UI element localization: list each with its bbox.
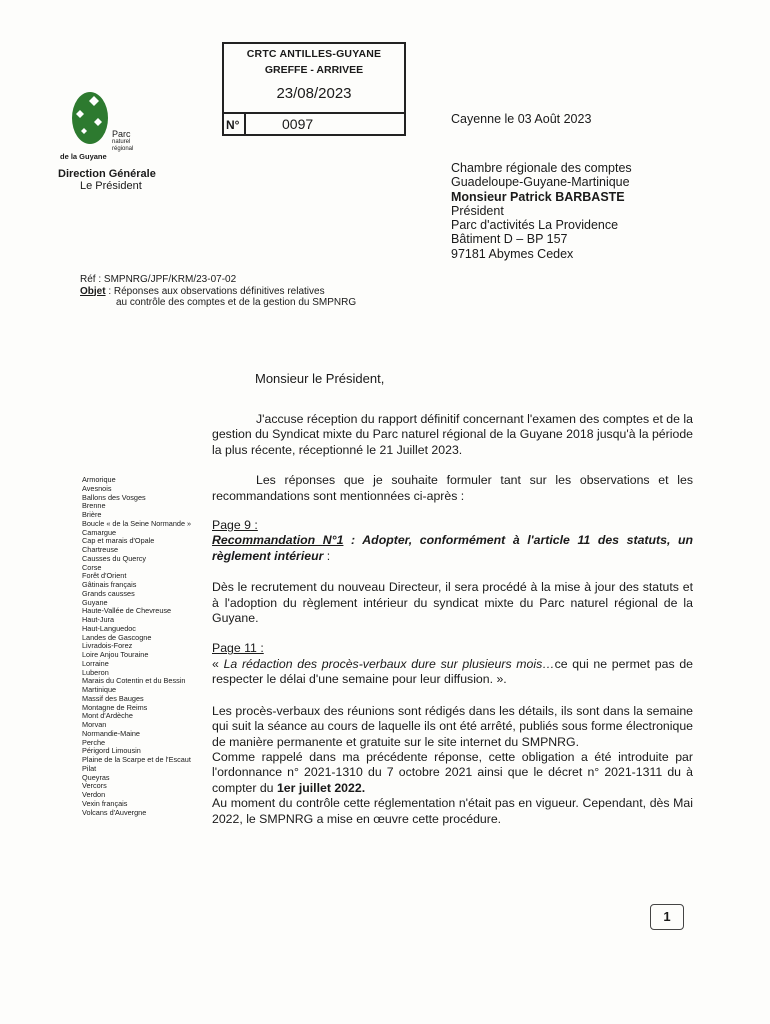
- object-line-1: Objet : Réponses aux observations définitives relatives: [80, 285, 325, 297]
- recommendation: Recommandation N°1 : Adopter, conformément à l'article 11 des statuts, un règlement intérieur :: [212, 533, 694, 563]
- parc-item: Verdon: [82, 790, 106, 799]
- parc-item: Périgord Limousin: [82, 746, 141, 756]
- parc-item: Camargue: [82, 527, 117, 537]
- parcs-list: [82, 476, 191, 817]
- parc-item: Corse: [82, 562, 102, 572]
- salutation: Monsieur le Président,: [255, 371, 385, 386]
- logo-de-la-guyane: de la Guyane: [60, 152, 107, 161]
- parc-item: Pilat: [82, 763, 97, 773]
- stamp-date: 23/08/2023: [276, 85, 352, 102]
- parc-item: Cap et marais d'Opale: [82, 536, 155, 546]
- reference-block: [80, 274, 356, 309]
- parc-item: Vexin français: [82, 798, 128, 808]
- parc-item: Haut-Languedoc: [82, 623, 136, 633]
- stamp-number: 0097: [282, 116, 314, 132]
- parc-item: Luberon: [82, 667, 109, 677]
- parc-item: Perche: [82, 737, 106, 747]
- logo-parc: Parc: [112, 129, 131, 139]
- sender-title: Le Président: [80, 180, 142, 192]
- sender-direction: Direction Générale: [58, 168, 156, 180]
- paragraph-5: Comme rappelé dans ma précédente réponse, cette obligation a été introduite par l'ordonnance n° 2021-1310 du 7 octobre 2021 ainsi que le décret n° 2021-1311 du à compter du 1er juillet 2022.: [212, 749, 693, 795]
- parc-item: Lorraine: [82, 658, 109, 668]
- parc-item: Marais du Cotentin et du Bessin: [82, 676, 186, 686]
- paragraph-1: J'accuse réception du rapport définitif concernant l'examen des comptes et de la gestion du Syndicat mixte du Parc naturel régional de la Guyane 2018 jusqu'à la période la plus récente, réceptionné le 21 Juillet 2023.: [212, 412, 693, 457]
- reference: Réf : SMPNRG/JPF/KRM/23-07-02: [80, 274, 237, 285]
- page-11-heading: Page 11 :: [212, 641, 264, 656]
- place-date: Cayenne le 03 Août 2023: [451, 112, 592, 126]
- parc-item: Massif des Bauges: [82, 693, 144, 703]
- stamp-dept: GREFFE - ARRIVEE: [264, 64, 364, 76]
- parc-item: Brenne: [82, 501, 106, 511]
- parc-item: Guyane: [82, 597, 108, 607]
- leaf-logo-icon: [70, 88, 114, 146]
- parc-item: Chartreuse: [82, 545, 119, 554]
- parc-item: Normandie-Maine: [82, 728, 140, 738]
- parc-item: Brière: [82, 510, 102, 519]
- parc-item: Plaine de la Scarpe et de l'Escaut: [82, 755, 191, 764]
- page-9-heading: Page 9 :: [212, 518, 258, 533]
- arrival-stamp: [222, 42, 406, 136]
- parc-item: Livradois-Forez: [82, 641, 133, 651]
- recipient-address: Chambre régionale des comptes Guadeloupe-Guyane-Martinique Monsieur Patrick BARBASTE Président Parc d'activités La Providence Bâtiment D – BP 157 97181 Abymes Cedex: [451, 161, 632, 261]
- parc-item: Landes de Gascogne: [82, 632, 152, 642]
- parc-item: Avesnois: [82, 483, 112, 493]
- parc-item: Mont d'Ardèche: [82, 711, 133, 721]
- parc-item: Ballons des Vosges: [82, 492, 146, 502]
- stamp-divider: [224, 112, 404, 114]
- parc-item: Volcans d'Auvergne: [82, 807, 147, 817]
- paragraph-2: Les réponses que je souhaite formuler tant sur les observations et les recommandations sont mentionnées ci-après :: [212, 473, 693, 503]
- parc-item: Loire Anjou Touraine: [82, 650, 149, 659]
- letter-body: [212, 412, 693, 827]
- quote: « La rédaction des procès-verbaux dure sur plusieurs mois…ce qui ne permet pas de respecter le délai d'une semaine pour leur diffusion. ».: [212, 656, 693, 687]
- parc-item: Queyras: [82, 772, 110, 782]
- paragraph-3: Dès le recrutement du nouveau Directeur, il sera procédé à la mise à jour des statuts et à l'adoption du règlement intérieur du syndicat mixte du Parc naturel régional de la Guyane.: [212, 580, 693, 626]
- parc-item: Vercors: [82, 781, 107, 791]
- parc-item: Causses du Quercy: [82, 553, 147, 563]
- paragraph-4: Les procès-verbaux des réunions sont rédigés dans les détails, ils sont dans la semaine qui suit la séance au cours de laquelle ils ont été arrêté, publiés sous forme électronique de manière permanente et gratuite sur le site internet du SMPNRG.: [212, 703, 693, 749]
- parc-item: Gâtinais français: [82, 580, 137, 589]
- parc-item: Montagne de Reims: [82, 702, 148, 712]
- parc-item: Grands causses: [82, 588, 135, 598]
- parc-item: Armorique: [82, 475, 116, 484]
- page-number: 1: [650, 904, 684, 930]
- parc-item: Forêt d'Orient: [82, 571, 127, 581]
- stamp-org: CRTC ANTILLES-GUYANE: [246, 48, 382, 60]
- park-logo: [60, 88, 150, 162]
- object-line-2: au contrôle des comptes et de la gestion du SMPNRG: [116, 297, 357, 308]
- parc-item: Haut-Jura: [82, 615, 115, 624]
- paragraph-6: Au moment du contrôle cette réglementation n'était pas en vigueur. Cependant, dès Mai 2022, le SMPNRG a mise en œuvre cette procédure.: [212, 796, 693, 826]
- parc-item: Haute-Vallée de Chevreuse: [82, 606, 172, 616]
- parc-item: Boucle « de la Seine Normande »: [82, 518, 192, 528]
- logo-naturel-regional: naturel régional: [112, 139, 134, 152]
- parc-item: Martinique: [82, 685, 117, 694]
- stamp-number-divider: [244, 114, 246, 134]
- parc-item: Morvan: [82, 720, 107, 729]
- stamp-number-label: N°: [226, 118, 240, 132]
